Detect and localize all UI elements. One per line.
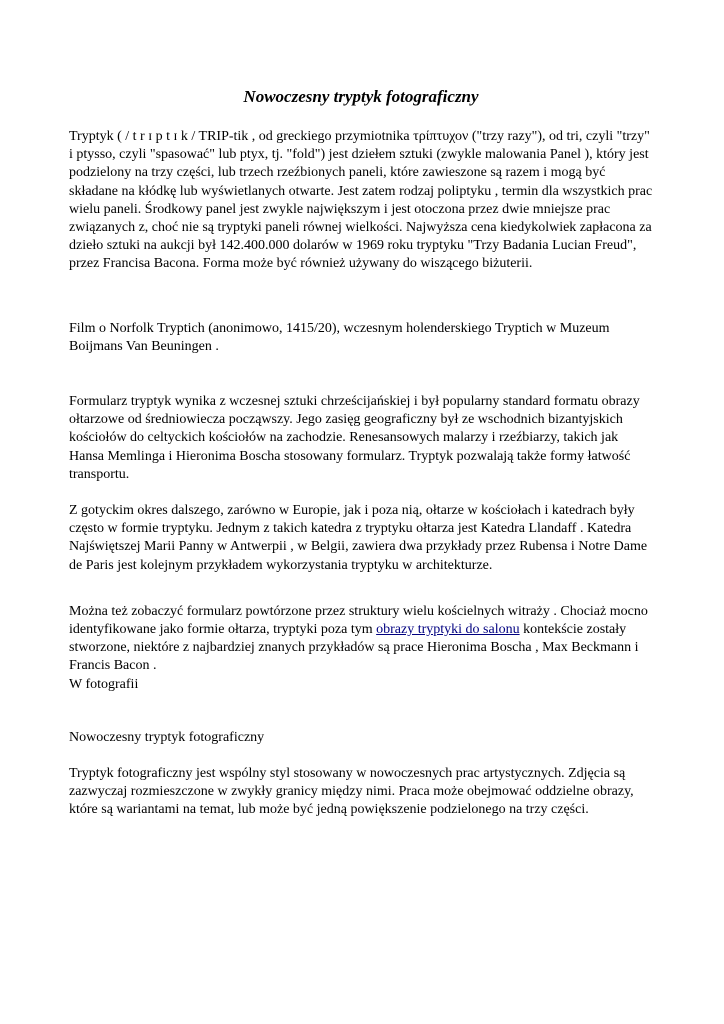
paragraph-subheading: Nowoczesny tryptyk fotograficzny [69, 729, 265, 745]
spacer [69, 575, 653, 603]
spacer [69, 274, 653, 320]
paragraph-origin: Formularz tryptyk wynika z wczesnej sztuki chrześcijańskiej i był popularny standard formatu obrazy ołtarzowe od średniowiecza począwszy. Jego zasięg geograficzny był ze wschodnich bizantyjskich kościołów do celtyckich kościołów na zachodzie. Renesansowych malarzy i rzeźbiarzy, takich jak Hansa Memlinga i Hieronima Boscha stosowany formularz. Tryptyk pozwalają także formy łatwość transportu. [69, 394, 640, 482]
paragraph-text-before-link: Można też zobaczyć formularz powtórzone przez struktury wielu kościelnych witraży . Chociaż mocno identyfikowane jako formie ołtarza, tryptyki poza tym [69, 603, 648, 638]
paragraph-gothic: Z gotyckim okres dalszego, zarówno w Europie, jak i poza nią, ołtarze w kościołach i katedrach były często w formie tryptyku. Jednym z takich katedra z tryptyku ołtarza jest Katedra Llandaff . Katedra Najświętszej Marii Panny w Antwerpii , w Belgii, zawiera dwa przykłady przez Rubensa i Notre Dame de Paris jest kolejnym przykładem wykorzystania tryptyku w architekturze. [69, 503, 648, 573]
paragraph-stained-glass [69, 603, 653, 694]
spacer [69, 356, 653, 393]
document-page [69, 86, 653, 820]
paragraph-norfolk: Film o Norfolk Tryptich (anonimowo, 1415/20), wczesnym holenderskiego Tryptich w Muzeum Boijmans Van Beuningen . [69, 320, 610, 354]
photography-heading-line: W fotografii [69, 676, 139, 692]
spacer [69, 484, 653, 502]
spacer [69, 694, 653, 729]
paragraph-photographic: Tryptyk fotograficzny jest wspólny styl stosowany w nowoczesnych prac artystycznych. Zdjęcia są zazwyczaj rozmieszczone w zwykły granicy między nimi. Praca może obejmować oddzielne obrazy, które są wariantami na temat, lub może być jedną powiększenie podzielonego na trzy części. [69, 766, 634, 818]
paragraph-text-after-link: kontekście zostały stworzone, niektóre z najbardziej znanych przykładów są prace Hieronima Boscha , Max Beckmann i Francis Bacon . [69, 622, 639, 674]
spacer [69, 747, 653, 765]
paragraph-intro: Tryptyk ( / t r ɪ p t ɪ k / TRIP-tik , od greckiego przymiotnika τρίπτυχον ("trzy razy"), od tri, czyli "trzy" i ptysso, czyli "spasować" lub ptyx, tj. "fold") jest dziełem sztuki (zwykle malowania Panel ), który jest podzielony na trzy części, lub trzech rzeźbionych paneli, które zawieszone są razem i mogą być składane na kłódkę lub wyświetlanych otwarte. Jest zatem rodzaj poliptyku , termin dla wszystkich prac wielu paneli. Środkowy panel jest zwykle największym i jest otoczona przez dwie mniejsze prac związanych z, choć nie są tryptyki paneli równej wielkości. Najwyższa cena kiedykolwiek zapłacona za dzieło sztuki na aukcji był 142.400.000 dolarów w 1969 roku tryptyku "Trzy Badania Lucian Freud", przez Francisa Bacona. Forma może być również używany do wiszącego biżuterii. [69, 129, 653, 272]
document-title: Nowoczesny tryptyk fotograficzny [243, 87, 479, 106]
salon-triptych-link[interactable]: obrazy tryptyki do salonu [376, 622, 520, 638]
